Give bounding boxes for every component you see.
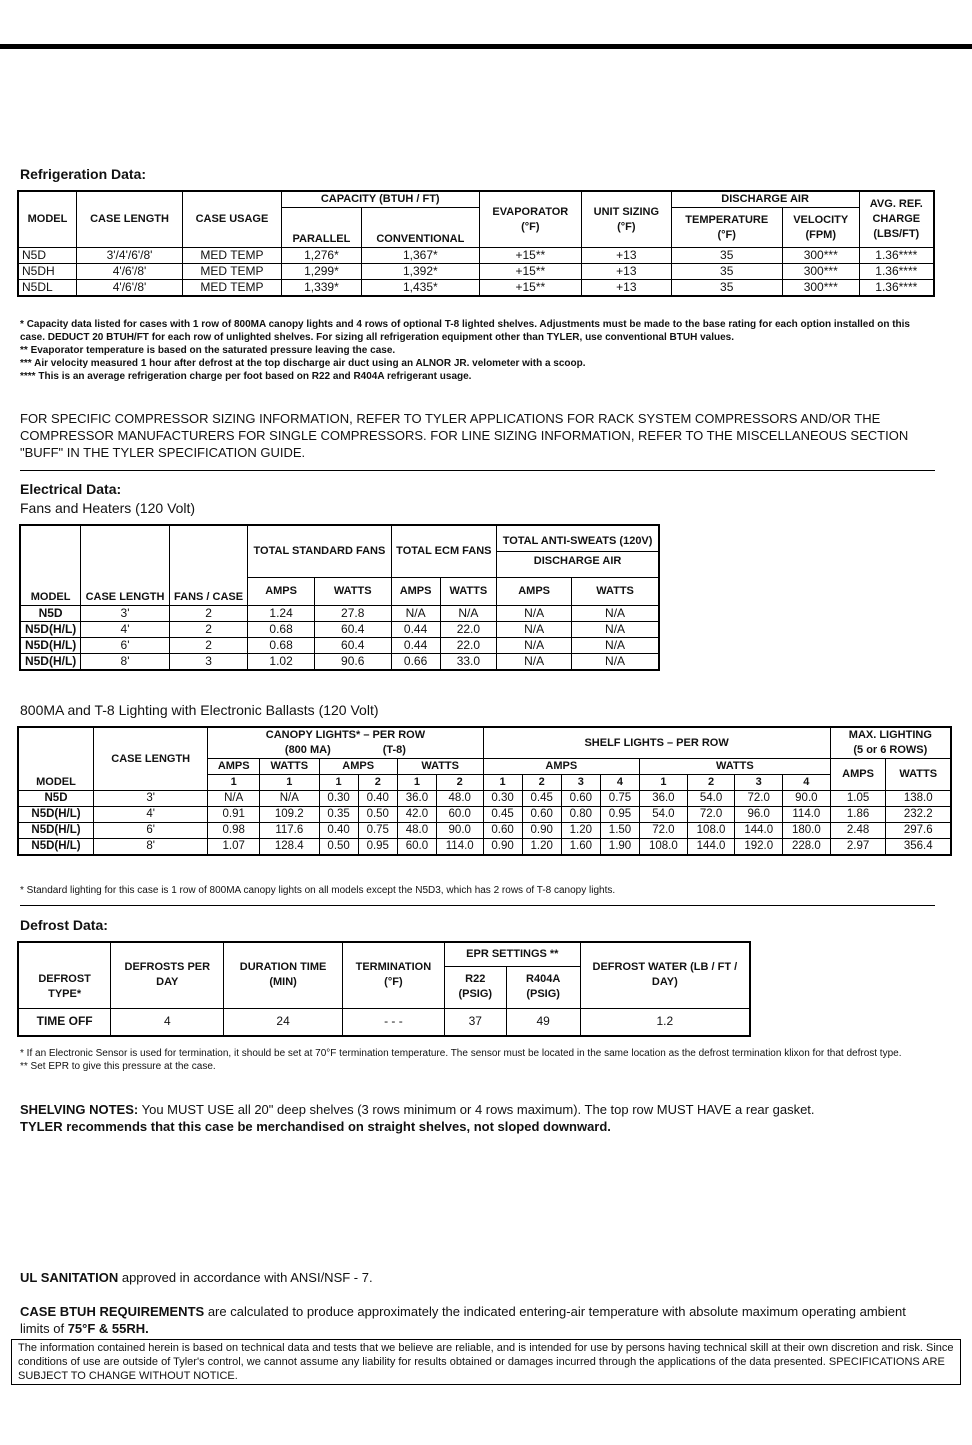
table-row: N5D(H/L) 6' 2 0.68 60.4 0.44 22.0 N/A N/A xyxy=(20,637,659,653)
table-row: N5D 3' 2 1.24 27.8 N/A N/A N/A N/A xyxy=(20,605,659,621)
col-parallel: PARALLEL xyxy=(281,208,361,248)
table-row: N5D 3'/4'/6'/8' MED TEMP 1,276* 1,367* +15** +13 35 300*** 1.36**** xyxy=(18,248,934,264)
table-row: N5D(H/L) 6' 0.98 117.6 0.40 0.75 48.0 90.0 0.60 0.90 1.20 1.50 72.0 108.0 144.0 180.0 2.48 297.6 xyxy=(18,823,951,839)
lighting-footnote: * Standard lighting for this case is 1 row of 800MA canopy lights on all models except the N5D3, which has 2 rows of T-8 canopy lights. xyxy=(20,885,616,896)
fans-table: MODEL CASE LENGTH FANS / CASE TOTAL STANDARD FANS TOTAL ECM FANS TOTAL ANTI-SWEATS (120V) DISCHARGE AIR AMPS WATTS AMPS WATTS AMPS WATTS N5D 3' 2 1.24 27.8 N/A N/A N/A N/A N5D(H/L) 4' 2 0.68 60.4 0.44 22.0 N/A N/A N5D(H/L) 6' 2 0.68 60.4 0.44 22.0 N/A N/A N5D(H/L) 8' 3 1.02 90.6 0.66 33.0 N/A N/A xyxy=(19,524,660,671)
lighting-table: MODEL CASE LENGTH CANOPY LIGHTS* – PER ROW (800 MA) (T-8) SHELF LIGHTS – PER ROW MAX. LIGHTING (5 or 6 ROWS) AMPS WATTS AMPS WATTS AMPS WATTS AMPS WATTS 1 1 1 2 1 2 1 2 3 4 1 2 3 4 N5D 3' N/A N/A 0.30 0.40 36.0 48.0 0.30 0.45 0.60 0.75 36.0 54.0 72.0 90.0 1.05 138.0 N5D(H/L) 4' 0.91 109.2 0.35 0.50 42.0 60.0 0.45 0.60 0.80 0.95 54.0 72.0 96.0 114.0 1.86 232.2 N5D(H/L) 6' 0.98 117.6 0.40 0.75 48.0 90.0 0.60 0.90 1.20 1.50 72.0 108.0 144.0 180.0 2.48 297.6 N5D(H/L) 8' 1.07 128.4 0.50 0.95 60.0 114.0 0.90 1.20 1.60 1.90 108.0 144.0 192.0 228.0 2.97 356.4 xyxy=(17,726,952,856)
col-avg-charge: AVG. REF. CHARGE (LBS/FT) xyxy=(859,191,934,248)
col-temperature: TEMPERATURE (°F) xyxy=(671,208,782,248)
col-model: MODEL xyxy=(18,191,76,248)
table-row: N5D(H/L) 4' 2 0.68 60.4 0.44 22.0 N/A N/A xyxy=(20,621,659,637)
col-unit-sizing: UNIT SIZING (°F) xyxy=(582,191,672,248)
refrigeration-footnotes: * Capacity data listed for cases with 1 row of 800MA canopy lights and 4 rows of optional T-8 lighted shelves. Adjustments must be made to the base rating for each option installed on this case. DEDUCT 20 BTUH/FT for each row of unlighted shelves. For sizing all refrigeration equipment other than TYLER, use conventional BTUH values. ** Evaporator temperature is based on the saturated pressure leaving the case. *** Air velocity measured 1 hour after defrost at the top discharge air duct using an ALNOR JR. velometer with a scoop. **** This is an average refrigeration charge per foot based on R22 and R404A refrigerant usage. xyxy=(20,319,910,382)
ul-sanitation: UL SANITATION approved in accordance with ANSI/NSF - 7. xyxy=(20,1270,373,1285)
fans-subtitle: Fans and Heaters (120 Volt) xyxy=(20,500,196,516)
table-row: N5DH 4'/6'/8' MED TEMP 1,299* 1,392* +15** +13 35 300*** 1.36**** xyxy=(18,264,934,280)
table-row: N5D(H/L) 4' 0.91 109.2 0.35 0.50 42.0 60.0 0.45 0.60 0.80 0.95 54.0 72.0 96.0 114.0 1.86 232.2 xyxy=(18,807,951,823)
table-row: N5DL 4'/6'/8' MED TEMP 1,339* 1,435* +15** +13 35 300*** 1.36**** xyxy=(18,280,934,297)
table-row: N5D(H/L) 8' 3 1.02 90.6 0.66 33.0 N/A N/A xyxy=(20,653,659,670)
col-evaporator: EVAPORATOR (°F) xyxy=(479,191,581,248)
col-velocity: VELOCITY (FPM) xyxy=(782,208,859,248)
top-rule xyxy=(0,44,972,49)
divider xyxy=(20,470,935,471)
disclaimer: The information contained herein is based on technical data and tests that we believe are reliable, and is intended for use by persons having technical skill at their own discretion and risk. Since conditions of use are outside of Tyler's control, we cannot assume any liability for results obtained or damages incurred through the applications of the data presented. SPECIFICATIONS ARE SUBJECT TO CHANGE WITHOUT NOTICE. xyxy=(11,1339,961,1385)
col-conventional: CONVENTIONAL xyxy=(362,208,480,248)
table-row: N5D 3' N/A N/A 0.30 0.40 36.0 48.0 0.30 0.45 0.60 0.75 36.0 54.0 72.0 90.0 1.05 138.0 xyxy=(18,791,951,807)
refrigeration-table xyxy=(17,190,935,297)
btuh-requirements: CASE BTUH REQUIREMENTS are calculated to produce approximately the indicated entering-air temperature with absolute maximum operating ambient limits of 75°F & 55RH. xyxy=(20,1304,906,1336)
defrost-footnotes: * If an Electronic Sensor is used for termination, it should be set at 70°F termination temperature. The sensor must be located in the same location as the defrost termination klixon for that defrost type. ** Set EPR to give this pressure at the case. xyxy=(20,1048,902,1072)
col-case-usage: CASE USAGE xyxy=(183,191,282,248)
table-row: N5D(H/L) 8' 1.07 128.4 0.50 0.95 60.0 114.0 0.90 1.20 1.60 1.90 108.0 144.0 192.0 228.0 2.97 356.4 xyxy=(18,839,951,856)
defrost-table: DEFROST TYPE* DEFROSTS PER DAY DURATION TIME (MIN) TERMINATION (°F) EPR SETTINGS ** DEFROST WATER (LB / FT / DAY) R22 (PSIG) R404A (PSIG) TIME OFF 4 24 - - - 37 49 1.2 xyxy=(17,941,751,1037)
compressor-note: FOR SPECIFIC COMPRESSOR SIZING INFORMATION, REFER TO TYLER APPLICATIONS FOR RACK SYSTEM COMPRESSORS AND/OR THE COMPRESSOR MANUFACTURERS FOR SINGLE COMPRESSORS. FOR LINE SIZING INFORMATION, REFER TO THE MISCELLANEOUS SECTION "BUFF" IN THE TYLER SPECIFICATION GUIDE. xyxy=(20,411,909,460)
divider xyxy=(20,905,935,906)
table-row: TIME OFF 4 24 - - - 37 49 1.2 xyxy=(18,1008,750,1036)
defrost-title: Defrost Data: xyxy=(20,917,108,933)
refrigeration-title: Refrigeration Data: xyxy=(20,166,147,182)
col-discharge-air: DISCHARGE AIR xyxy=(671,191,859,208)
electrical-title: Electrical Data: xyxy=(20,481,122,497)
shelving-notes: SHELVING NOTES: You MUST USE all 20" deep shelves (3 rows minimum or 4 rows maximum). The top row MUST HAVE a rear gasket. TYLER recommends that this case be merchandised on straight shelves, not sloped downward. xyxy=(20,1102,815,1134)
lighting-subtitle: 800MA and T-8 Lighting with Electronic Ballasts (120 Volt) xyxy=(20,702,379,718)
col-capacity: CAPACITY (BTUH / FT) xyxy=(281,191,479,208)
col-case-length: CASE LENGTH xyxy=(76,191,182,248)
